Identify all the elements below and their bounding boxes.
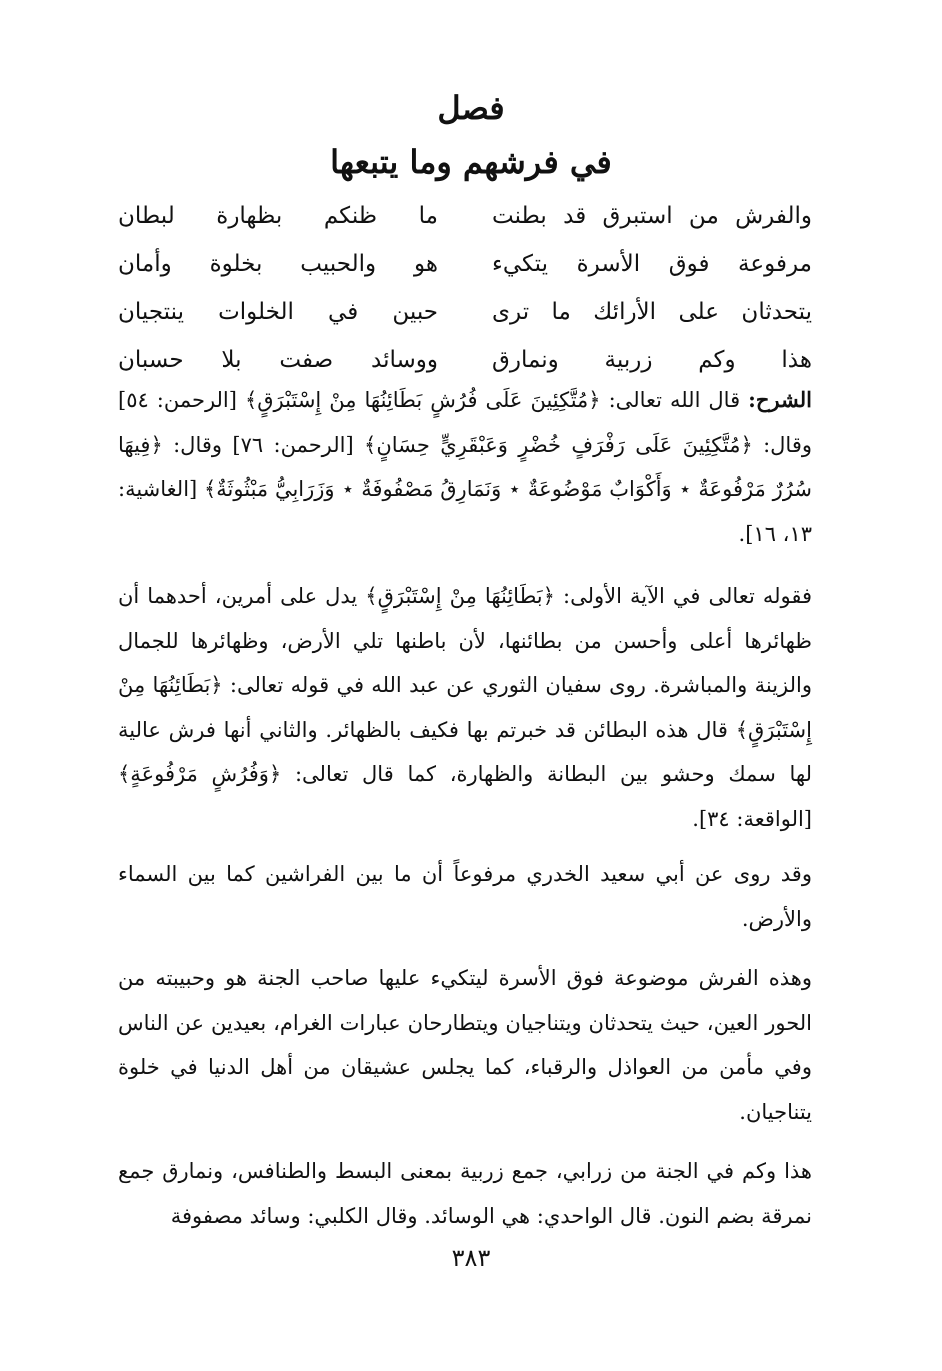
verse-second-hemistich: هو والحبيب بخلوة وأمان bbox=[118, 251, 438, 277]
chapter-heading: فصل bbox=[437, 89, 505, 127]
page-number: ٣٨٣ bbox=[451, 1244, 491, 1272]
verse-first-hemistich: هذا وكم زربية ونمارق bbox=[492, 347, 812, 373]
verse-first-hemistich: يتحدثان على الأرائك ما ترى bbox=[492, 299, 812, 325]
verse-second-hemistich: ما ظنكم بظهارة لبطان bbox=[118, 203, 438, 229]
commentary-text: قال الله تعالى: ﴿مُتَّكِئِينَ عَلَى فُرُشٍ بَطَائِنُهَا مِنْ إِسْتَبْرَقٍ﴾ [الرحمن: ٥٤] وقال: ﴿مُتَّكِئِينَ عَلَى رَفْرَفٍ خُضْرٍ وَعَبْقَرِيٍّ حِسَانٍ﴾ [الرحمن: ٧٦] وقال: ﴿فِيهَا سُرُرٌ مَرْفُوعَةٌ ⋆ وَأَكْوَابٌ مَوْضُوعَةٌ ⋆ وَنَمَارِقُ مَصْفُوفَةٌ ⋆ وَزَرَابِيُّ مَبْثُوثَةٌ﴾ [الغاشية: ١٣، ١٦]. bbox=[118, 388, 813, 546]
paragraph-text: وهذه الفرش موضوعة فوق الأسرة ليتكيء عليها صاحب الجنة هو وحبيبته من الحور العين، حيث يتحدثان ويتناجيان ويتطارحان عبارات الغرام، بعيدين عن الناس وفي مأمن من العواذل والرقباء، كما يجلس عشيقان من أهل الدنيا في خلوة يتناجيان. bbox=[118, 966, 812, 1124]
paragraph-text: فقوله تعالى في الآية الأولى: ﴿بَطَائِنُهَا مِنْ إِسْتَبْرَقٍ﴾ يدل على أمرين، أحدهما أن ظهائرها أعلى وأحسن من بطائنها، لأن باطنها تلي الأرض، وظهائرها للجمال والزينة والمباشرة. روى سفيان الثوري عن عبد الله في قوله تعالى: ﴿بَطَائِنُهَا مِنْ إِسْتَبْرَقٍ﴾ قال هذه البطائن قد خبرتم بها فكيف بالظهائر. والثاني أنها فرش عالية لها سمك وحشو بين البطانة والظهارة، كما قال تعالى: ﴿وَفُرُشٍ مَرْفُوعَةٍ﴾ [الواقعة: ٣٤]. bbox=[118, 584, 812, 831]
body-paragraph bbox=[118, 956, 812, 1134]
paragraph-text: وقد روى عن أبي سعيد الخدري مرفوعاً أن ما بين الفراشين كما بين السماء والأرض. bbox=[118, 862, 812, 931]
body-paragraph bbox=[118, 852, 812, 941]
paragraph-text: هذا وكم في الجنة من زرابي، جمع زربية بمعنى البسط والطنافس، ونمارق جمع نمرقة بضم النون. قال الواحدي: هي الوسائد. وقال الكلبي: وسائد مصفوفة bbox=[118, 1159, 812, 1228]
poem bbox=[118, 192, 812, 384]
poem-verse bbox=[118, 288, 812, 336]
verse-second-hemistich: حبين في الخلوات ينتجيان bbox=[118, 299, 438, 325]
poem-verse bbox=[118, 192, 812, 240]
poem-verse bbox=[118, 336, 812, 384]
body-paragraph bbox=[118, 574, 812, 841]
commentary-paragraph bbox=[118, 378, 812, 556]
commentary-block bbox=[118, 378, 812, 556]
body-paragraph bbox=[118, 1149, 812, 1238]
verse-first-hemistich: والفرش من استبرق قد بطنت bbox=[492, 203, 812, 229]
verse-first-hemistich: مرفوعة فوق الأسرة يتكيء bbox=[492, 251, 812, 277]
commentary-label: الشرح: bbox=[748, 387, 812, 412]
poem-verse bbox=[118, 240, 812, 288]
chapter-subtitle: في فرشهم وما يتبعها bbox=[330, 143, 612, 181]
verse-second-hemistich: ووسائد صفت بلا حسبان bbox=[118, 347, 438, 373]
